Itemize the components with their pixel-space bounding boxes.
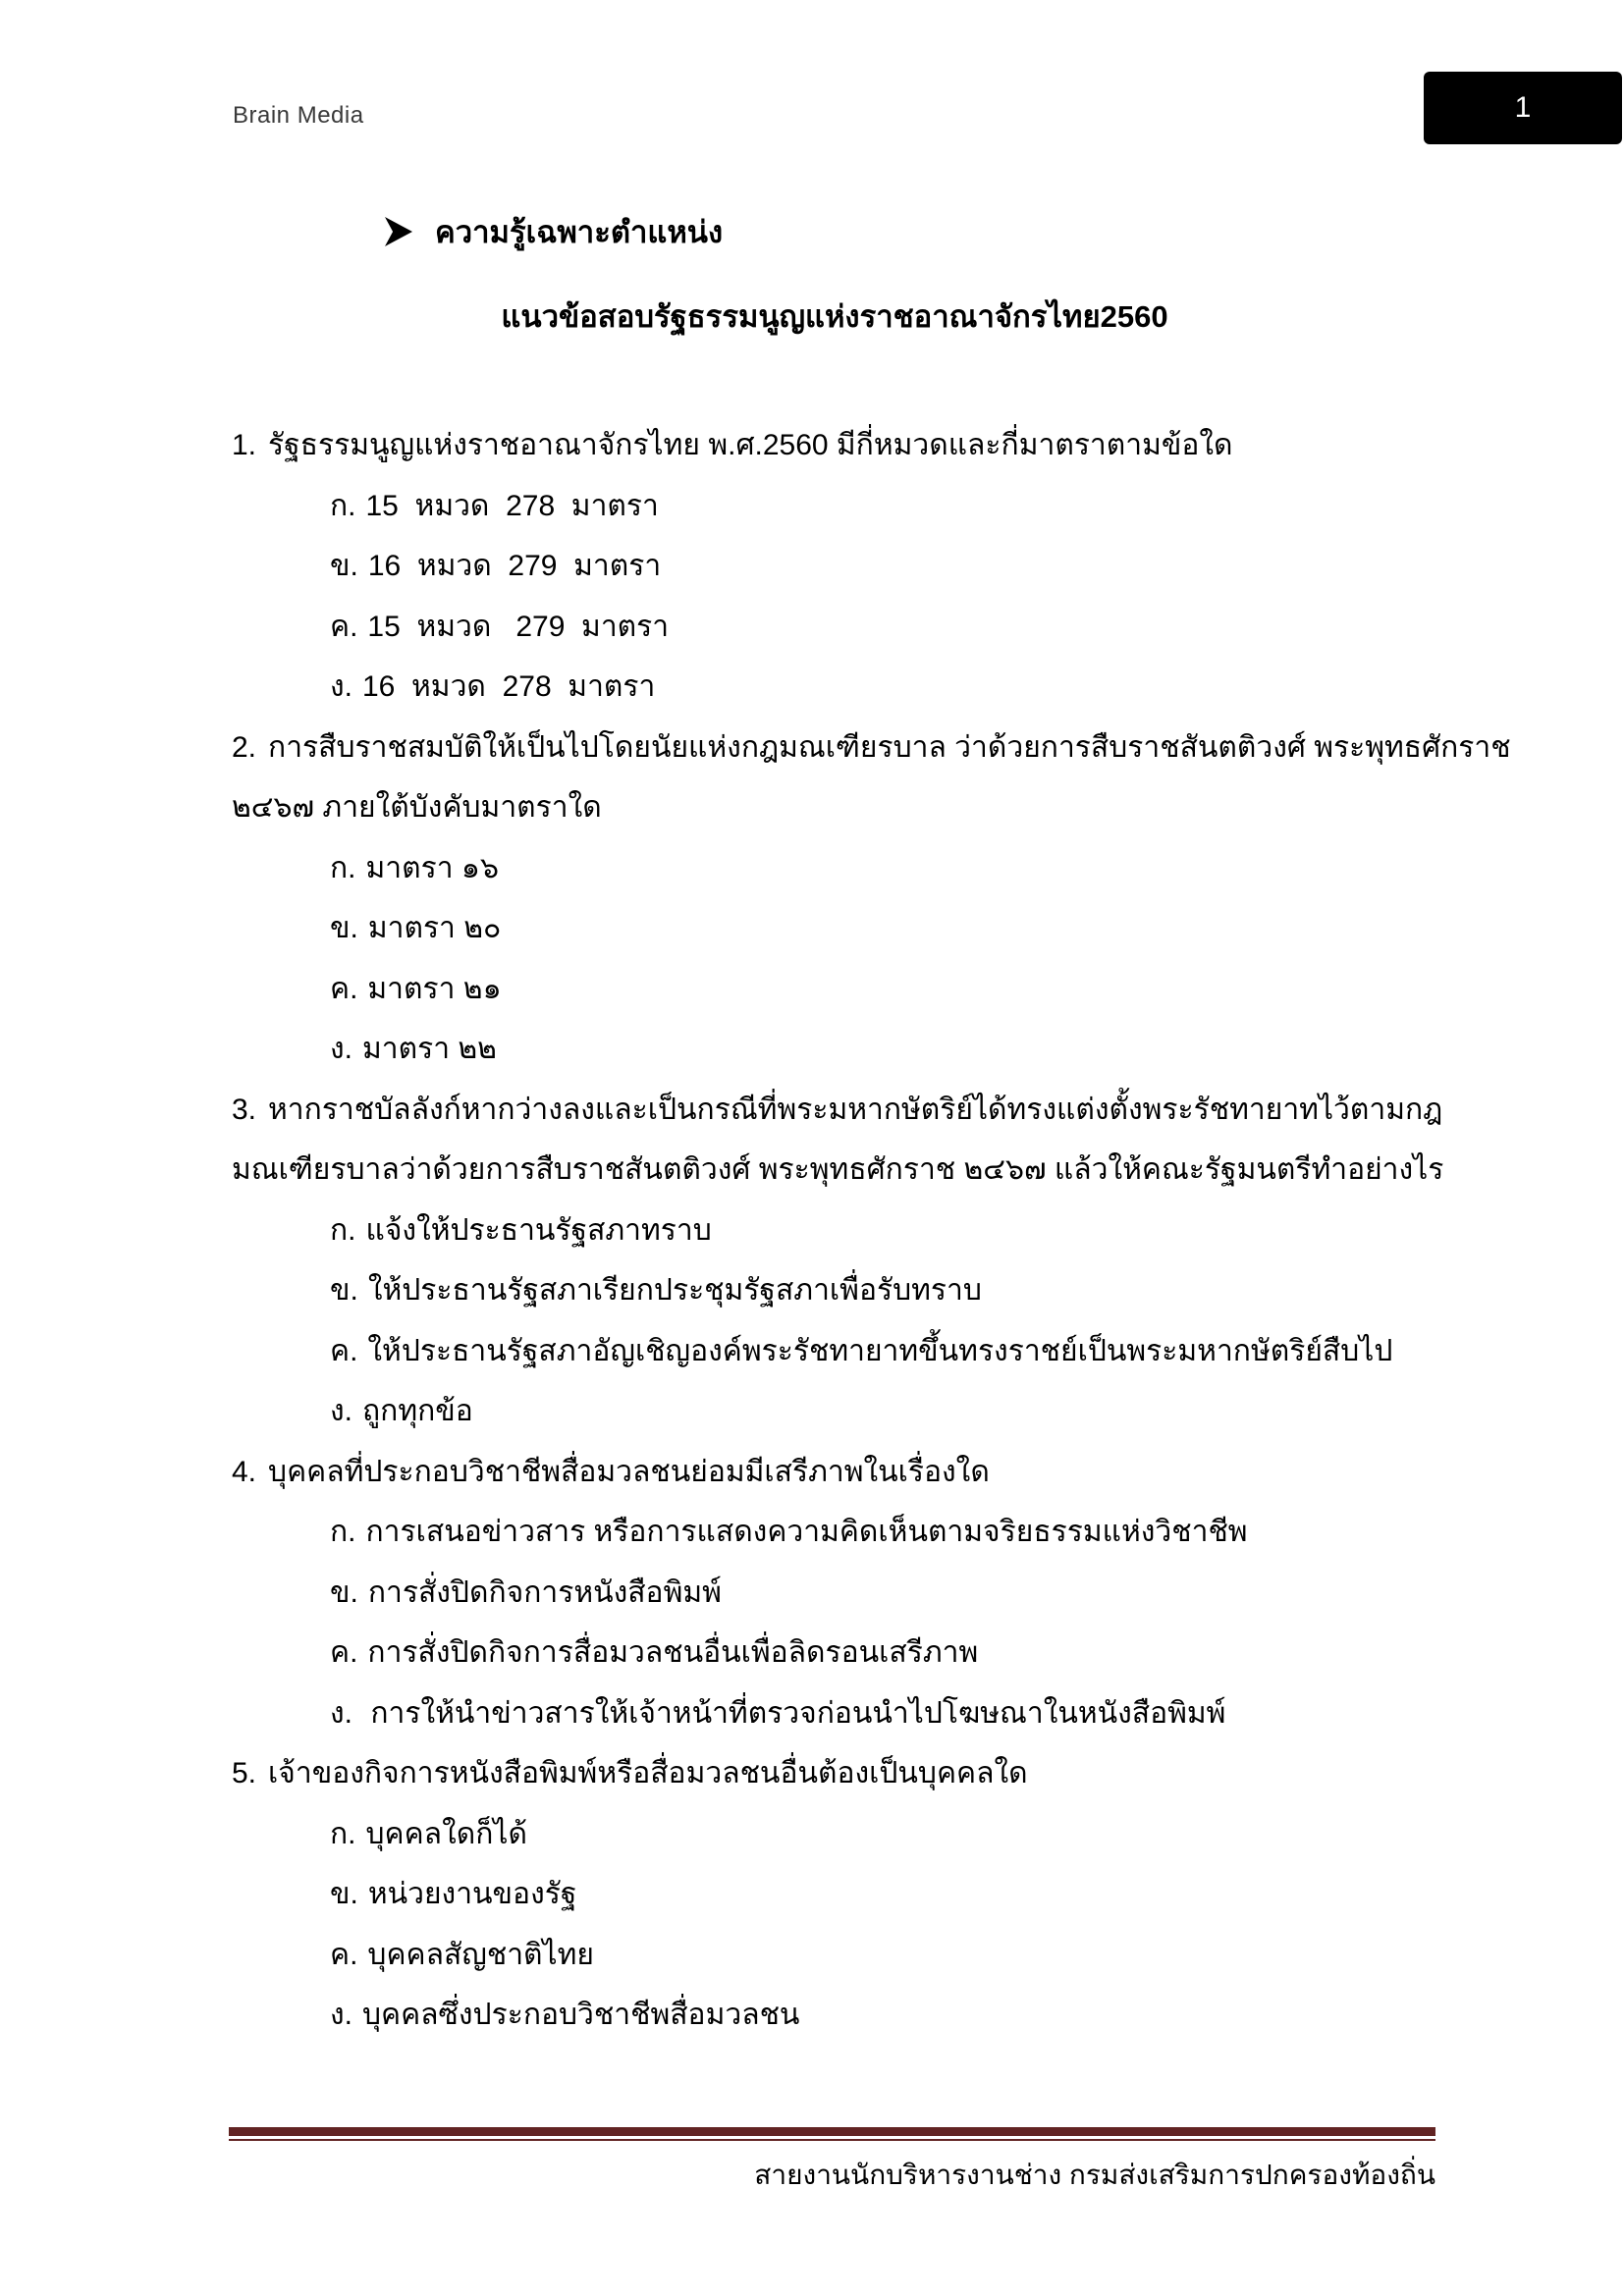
choice-row bbox=[232, 1381, 1437, 1442]
choice-row bbox=[232, 838, 1437, 899]
choice-label: ง. bbox=[330, 1696, 352, 1730]
question-number: 5. bbox=[232, 1757, 257, 1789]
choice-label: ก. bbox=[330, 1516, 356, 1548]
choice-label: ข. bbox=[330, 1878, 358, 1910]
choice-text: ให้ประธานรัฐสภาเรียกประชุมรัฐสภาเพื่อรับทราบ bbox=[367, 1274, 982, 1307]
choice-label: ง. bbox=[330, 1999, 352, 2031]
choice-row bbox=[232, 1864, 1437, 1925]
question-number: 4. bbox=[232, 1455, 257, 1488]
choice-label: ค. bbox=[330, 1334, 358, 1367]
question-line bbox=[232, 1743, 1437, 1804]
choice-label: ค. bbox=[330, 1636, 358, 1669]
choice-text: 16 หมวด 278 มาตรา bbox=[361, 670, 656, 703]
question-line-continued: มณเฑียรบาลว่าด้วยการสืบราชสันตติวงศ์ พระพุทธศักราช ๒๔๖๗ แล้วให้คณะรัฐมนตรีทำอย่างไร bbox=[232, 1153, 1444, 1186]
question-line bbox=[232, 415, 1437, 476]
choice-text: มาตรา ๒๒ bbox=[361, 1033, 497, 1065]
choice-text: 15 หมวด 279 มาตรา bbox=[367, 610, 670, 643]
brand-label: Brain Media bbox=[233, 102, 364, 129]
choice-label: ข. bbox=[330, 550, 358, 582]
choice-label: ข. bbox=[330, 1575, 358, 1609]
question-line bbox=[232, 1080, 1443, 1141]
page-number-box bbox=[1424, 72, 1622, 144]
choice-text: มาตรา ๒๐ bbox=[367, 912, 502, 944]
choice-row bbox=[232, 657, 1437, 718]
footer-rule-thin bbox=[229, 2139, 1435, 2141]
question-text: รัฐธรรมนูญแห่งราชอาณาจักรไทย พ.ศ.2560 มีกี่หมวดและกี่มาตราตามข้อใด bbox=[268, 429, 1233, 461]
choice-row bbox=[232, 536, 1437, 597]
choice-text: บุคคลใดก็ได้ bbox=[365, 1817, 527, 1850]
choice-row bbox=[232, 1502, 1437, 1563]
choice-text: 16 หมวด 279 มาตรา bbox=[367, 550, 662, 582]
choice-row bbox=[232, 1623, 1437, 1683]
choice-text: การให้นำข่าวสารให้เจ้าหน้าที่ตรวจก่อนนำไปโฆษณาในหนังสือพิมพ์ bbox=[361, 1696, 1226, 1730]
question-number: 3. bbox=[232, 1093, 257, 1126]
question-text: การสืบราชสมบัติให้เป็นไปโดยนัยแห่งกฎมณเฑียรบาล ว่าด้วยการสืบราชสันตติวงศ์ พระพุทธศักราช bbox=[268, 730, 1511, 764]
section-heading: ความรู้เฉพาะตำแหน่ง bbox=[435, 215, 724, 249]
question-number: 2. bbox=[232, 730, 257, 764]
question bbox=[232, 415, 1437, 718]
question-text: บุคคลที่ประกอบวิชาชีพสื่อมวลชนย่อมมีเสรีภาพในเรื่องใด bbox=[268, 1455, 990, 1488]
choice-label: ก. bbox=[330, 489, 356, 522]
question bbox=[232, 1743, 1437, 2046]
footer-text: สายงานนักบริหารงานช่าง กรมส่งเสริมการปกครองท้องถิ่น bbox=[754, 2160, 1435, 2190]
choice-text: ถูกทุกข้อ bbox=[361, 1395, 473, 1427]
choice-label: ค. bbox=[330, 1938, 358, 1971]
arrow-right-icon bbox=[382, 216, 415, 247]
choice-label: ก. bbox=[330, 851, 356, 884]
question bbox=[232, 1080, 1444, 1442]
choice-row bbox=[232, 898, 1437, 959]
choice-row bbox=[232, 476, 1437, 537]
choice-label: ค. bbox=[330, 610, 358, 643]
question bbox=[232, 1442, 1437, 1744]
question-text: หากราชบัลลังก์หากว่างลงและเป็นกรณีที่พระมหากษัตริย์ได้ทรงแต่งตั้งพระรัชทายาทไว้ตามกฎ bbox=[268, 1093, 1443, 1126]
question-line bbox=[232, 718, 1511, 778]
choice-text: หน่วยงานของรัฐ bbox=[367, 1878, 577, 1910]
choice-row bbox=[232, 1683, 1437, 1744]
choice-label: ง. bbox=[330, 1033, 352, 1065]
choice-row bbox=[232, 1260, 1437, 1321]
question-line-continued: ๒๔๖๗ ภายใต้บังคับมาตราใด bbox=[232, 791, 602, 824]
choice-label: ง. bbox=[330, 670, 352, 703]
choice-row bbox=[232, 1563, 1437, 1624]
choice-label: ข. bbox=[330, 1274, 358, 1307]
choice-text: มาตรา ๒๑ bbox=[367, 972, 502, 1005]
question bbox=[232, 718, 1511, 1080]
question-text: เจ้าของกิจการหนังสือพิมพ์หรือสื่อมวลชนอื่นต้องเป็นบุคคลใด bbox=[268, 1757, 1028, 1789]
choice-label: ง. bbox=[330, 1395, 352, 1427]
page-number: 1 bbox=[1514, 91, 1532, 124]
choice-label: ก. bbox=[330, 1213, 356, 1247]
choice-row bbox=[232, 1019, 1437, 1080]
choice-text: บุคคลสัญชาติไทย bbox=[367, 1938, 594, 1971]
choice-text: ให้ประธานรัฐสภาอัญเชิญองค์พระรัชทายาทขึ้นทรงราชย์เป็นพระมหากษัตริย์สืบไป bbox=[367, 1334, 1393, 1367]
choice-row bbox=[232, 959, 1437, 1020]
question-list bbox=[232, 415, 1511, 2046]
choice-row bbox=[232, 1201, 1437, 1261]
choice-row bbox=[232, 1804, 1437, 1865]
footer-rule-thick bbox=[229, 2127, 1435, 2136]
choice-label: ก. bbox=[330, 1817, 356, 1850]
choice-label: ค. bbox=[330, 972, 358, 1005]
choice-text: การสั่งปิดกิจการสื่อมวลชนอื่นเพื่อลิดรอนเสรีภาพ bbox=[367, 1636, 979, 1669]
choice-label: ข. bbox=[330, 912, 358, 944]
choice-text: แจ้งให้ประธานรัฐสภาทราบ bbox=[365, 1213, 712, 1247]
choice-text: บุคคลซึ่งประกอบวิชาชีพสื่อมวลชน bbox=[361, 1999, 800, 2031]
choice-text: การสั่งปิดกิจการหนังสือพิมพ์ bbox=[367, 1575, 722, 1609]
choice-row bbox=[232, 1985, 1437, 2046]
choice-row bbox=[232, 1925, 1437, 1986]
question-number: 1. bbox=[232, 429, 257, 461]
document-title: แนวข้อสอบรัฐธรรมนูญแห่งราชอาณาจักรไทย2560 bbox=[501, 299, 1168, 334]
section-heading-row bbox=[382, 201, 723, 262]
choice-row bbox=[232, 597, 1437, 658]
choice-text: 15 หมวด 278 มาตรา bbox=[365, 489, 659, 522]
choice-text: มาตรา ๑๖ bbox=[365, 851, 499, 884]
choice-text: การเสนอข่าวสาร หรือการแสดงความคิดเห็นตามจริยธรรมแห่งวิชาชีพ bbox=[365, 1516, 1248, 1548]
choice-row bbox=[232, 1321, 1437, 1382]
question-line bbox=[232, 1442, 1437, 1503]
